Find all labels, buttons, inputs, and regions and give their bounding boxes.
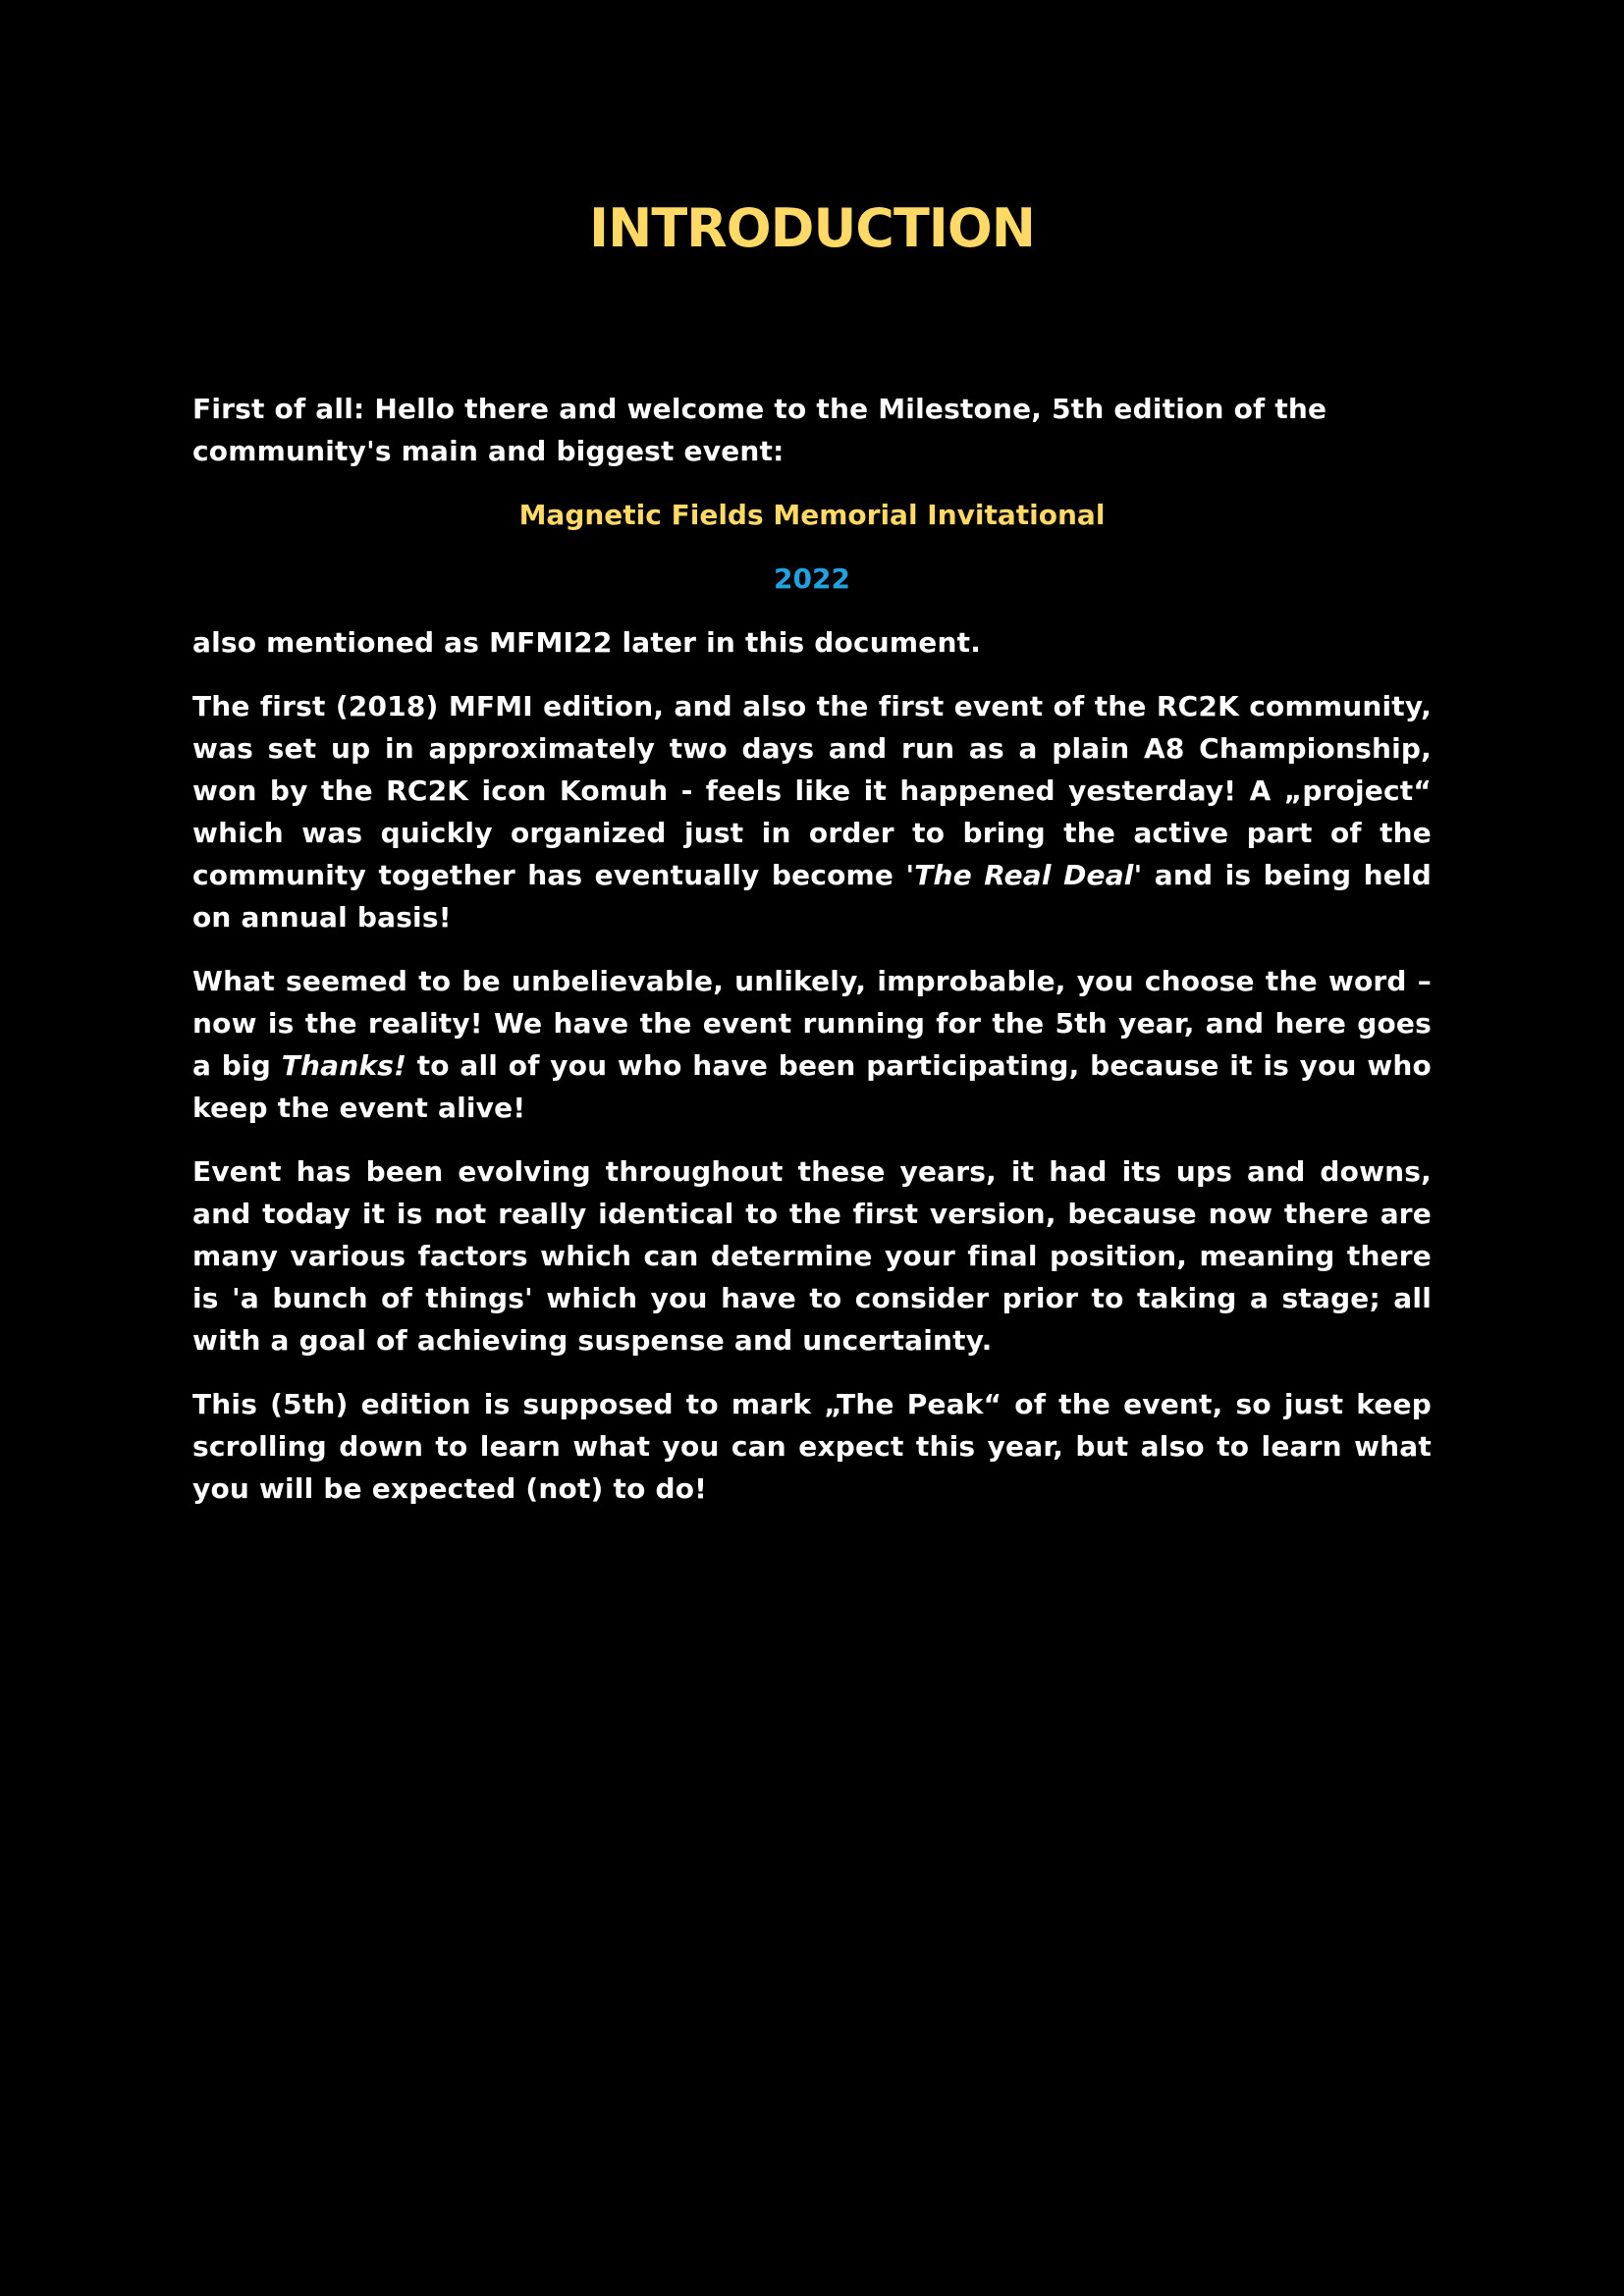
history-emphasis: 'The Real Deal' [905,859,1143,891]
history-paragraph [192,685,1432,938]
peak-paragraph: This (5th) edition is supposed to mark „The Peak“ of the event, so just keep scrolling down to learn what you can expect this year, but also to learn what you will be expected (not) to do! [192,1388,1432,1505]
history-tail: and is being held on annual basis! [192,859,1432,934]
event-year: 2022 [774,562,850,595]
thanks-emphasis: Thanks! [281,1049,407,1082]
welcome-paragraph: First of all: Hello there and welcome to the Milestone, 5th edition of the community's main and biggest event: [192,393,1327,467]
thanks-paragraph [192,960,1432,1129]
intro-content [192,388,1432,1531]
alias-paragraph: also mentioned as MFMI22 later in this document. [192,626,982,659]
evolution-paragraph: Event has been evolving throughout these years, it had its ups and downs, and today it is not really identical to the first version, because now there are many various factors which can determine your final position, meaning there is 'a bunch of things' which you have to consider prior to taking a stage; all with a goal of achieving suspense and uncertainty. [192,1155,1432,1357]
event-name: Magnetic Fields Memorial Invitational [518,499,1106,531]
page-title: INTRODUCTION [589,197,1035,259]
thanks-text: What seemed to be unbelievable, unlikely, improbable, you choose the word – now is the reality! We have the event running for the 5th year, and here goes a big [192,965,1432,1082]
thanks-tail: to all of you who have been participating, because it is you who keep the event alive! [192,1049,1432,1124]
history-text: The first (2018) MFMI edition, and also the first event of the RC2K community, was set up in approximately two days and run as a plain A8 Championship, won by the RC2K icon Komuh - feels like it happened yesterday! A „project“ which was quickly organized just in order to bring the active part of the community together has eventually become [192,690,1432,891]
